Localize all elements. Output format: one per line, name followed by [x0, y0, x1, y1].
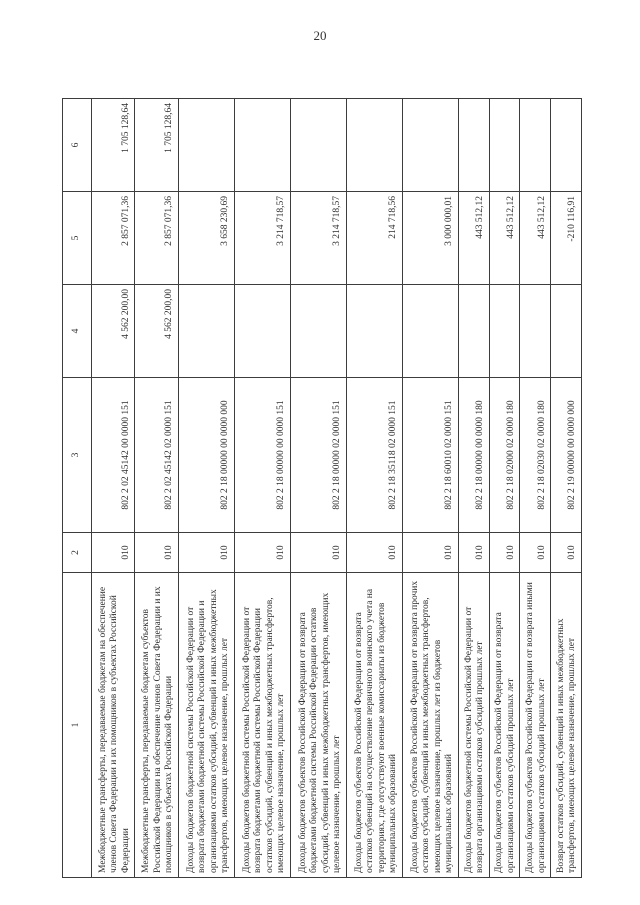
row-col5: 3 000 000,01 — [402, 192, 458, 285]
row-admin-code: 010 — [234, 533, 290, 573]
row-col6 — [234, 99, 290, 192]
row-name: Доходы бюджетов бюджетной системы Российской Федерации от возврата бюджетами бюджетной системы Российской Федерации и организациями остатков субсидий, субвенций и иных межбюджетных трансфертов, имеющих целевое назначение, прошлых лет — [178, 573, 234, 878]
column-header: 4 — [63, 285, 92, 378]
revenue-table — [62, 98, 582, 878]
row-col5: 3 214 718,57 — [234, 192, 290, 285]
row-budget-code: 802 2 02 45142 02 0000 151 — [135, 378, 178, 533]
page-number: 20 — [313, 28, 327, 43]
table-row — [346, 99, 402, 878]
row-name: Доходы бюджетов субъектов Российской Федерации от возврата бюджетами бюджетной системы Российской Федерации остатков субсидий, субвенций и иных межбюджетных трансфертов, имеющих целевое назначение, прошлых лет — [290, 573, 346, 878]
table-row — [551, 99, 582, 878]
row-name: Доходы бюджетов субъектов Российской Федерации от возврата остатков субвенций на осуществление первичного воинского учета на территориях, где отсутствуют военные комиссариаты из бюджетов муниципальных образований — [346, 573, 402, 878]
column-header: 1 — [63, 573, 92, 878]
table-row — [92, 99, 135, 878]
table-row — [489, 99, 520, 878]
row-name: Доходы бюджетов бюджетной системы Российской Федерации от возврата бюджетами бюджетной системы Российской Федерации остатков субсидий, субвенций и иных межбюджетных трансфертов, имеющих целевое назначение, прошлых лет — [234, 573, 290, 878]
row-budget-code: 802 2 18 00000 00 0000 180 — [458, 378, 489, 533]
row-name: Доходы бюджетов субъектов Российской Федерации от возврата иными организациями остатков субсидий прошлых лет — [520, 573, 551, 878]
row-admin-code: 010 — [290, 533, 346, 573]
row-name: Доходы бюджетов субъектов Российской Федерации от возврата организациями остатков субсидий прошлых лет — [489, 573, 520, 878]
row-col5: 443 512,12 — [458, 192, 489, 285]
row-budget-code: 802 2 18 00000 00 0000 151 — [234, 378, 290, 533]
row-admin-code: 010 — [135, 533, 178, 573]
row-name: Доходы бюджетов субъектов Российской Федерации от возврата прочих остатков субсидий, субвенций и иных межбюджетных трансфертов, имеющих целевое назначение, прошлых лет из бюджетов муниципальных образований — [402, 573, 458, 878]
row-col5: 3 658 230,69 — [178, 192, 234, 285]
row-col4 — [178, 285, 234, 378]
row-col5: 2 857 071,36 — [92, 192, 135, 285]
row-col6 — [290, 99, 346, 192]
table-row — [135, 99, 178, 878]
row-name: Межбюджетные трансферты, передаваемые бюджетам субъектов Российской Федерации на обеспечение членов Совета Федерации и их помощников в субъектах Российской Федерации — [135, 573, 178, 878]
table-row — [402, 99, 458, 878]
row-col4 — [458, 285, 489, 378]
row-budget-code: 802 2 18 02000 02 0000 180 — [489, 378, 520, 533]
row-col5: 3 214 718,57 — [290, 192, 346, 285]
row-col5: -210 116,91 — [551, 192, 582, 285]
column-header: 3 — [63, 378, 92, 533]
row-budget-code: 802 2 18 00000 00 0000 000 — [178, 378, 234, 533]
row-col6: 1 705 128,64 — [92, 99, 135, 192]
row-admin-code: 010 — [520, 533, 551, 573]
row-budget-code: 802 2 19 00000 00 0000 000 — [551, 378, 582, 533]
row-admin-code: 010 — [92, 533, 135, 573]
row-col5: 443 512,12 — [520, 192, 551, 285]
row-col4 — [520, 285, 551, 378]
row-col6: 1 705 128,64 — [135, 99, 178, 192]
rotated-table-wrapper — [62, 98, 582, 878]
row-col4 — [402, 285, 458, 378]
row-col4 — [489, 285, 520, 378]
column-header: 5 — [63, 192, 92, 285]
row-col4: 4 562 200,00 — [92, 285, 135, 378]
row-admin-code: 010 — [551, 533, 582, 573]
row-col5: 443 512,12 — [489, 192, 520, 285]
row-admin-code: 010 — [402, 533, 458, 573]
row-col5: 2 857 071,36 — [135, 192, 178, 285]
row-budget-code: 802 2 18 35118 02 0000 151 — [346, 378, 402, 533]
table-row — [458, 99, 489, 878]
row-col6 — [458, 99, 489, 192]
row-admin-code: 010 — [346, 533, 402, 573]
table-row — [234, 99, 290, 878]
row-col5: 214 718,56 — [346, 192, 402, 285]
row-col6 — [489, 99, 520, 192]
row-budget-code: 802 2 02 45142 00 0000 151 — [92, 378, 135, 533]
table-row — [290, 99, 346, 878]
row-col6 — [402, 99, 458, 192]
table-row — [178, 99, 234, 878]
row-col4 — [346, 285, 402, 378]
column-header: 6 — [63, 99, 92, 192]
row-col6 — [178, 99, 234, 192]
row-col4 — [234, 285, 290, 378]
row-admin-code: 010 — [458, 533, 489, 573]
row-col4 — [290, 285, 346, 378]
row-name: Доходы бюджетов бюджетной системы Российской Федерации от возврата организациями остатков субсидий прошлых лет — [458, 573, 489, 878]
row-name: Возврат остатков субсидий, субвенций и иных межбюджетных трансфертов, имеющих целевое назначение, прошлых лет — [551, 573, 582, 878]
table-header-row — [63, 99, 92, 878]
row-admin-code: 010 — [489, 533, 520, 573]
row-col6 — [346, 99, 402, 192]
column-header: 2 — [63, 533, 92, 573]
row-budget-code: 802 2 18 60010 02 0000 151 — [402, 378, 458, 533]
row-admin-code: 010 — [178, 533, 234, 573]
row-col4: 4 562 200,00 — [135, 285, 178, 378]
table-row — [520, 99, 551, 878]
row-col6 — [551, 99, 582, 192]
row-col4 — [551, 285, 582, 378]
row-name: Межбюджетные трансферты, передаваемые бюджетам на обеспечение членов Совета Федерации и их помощников в субъектах Российской Федерации — [92, 573, 135, 878]
row-col6 — [520, 99, 551, 192]
row-budget-code: 802 2 18 00000 02 0000 151 — [290, 378, 346, 533]
row-budget-code: 802 2 18 02030 02 0000 180 — [520, 378, 551, 533]
